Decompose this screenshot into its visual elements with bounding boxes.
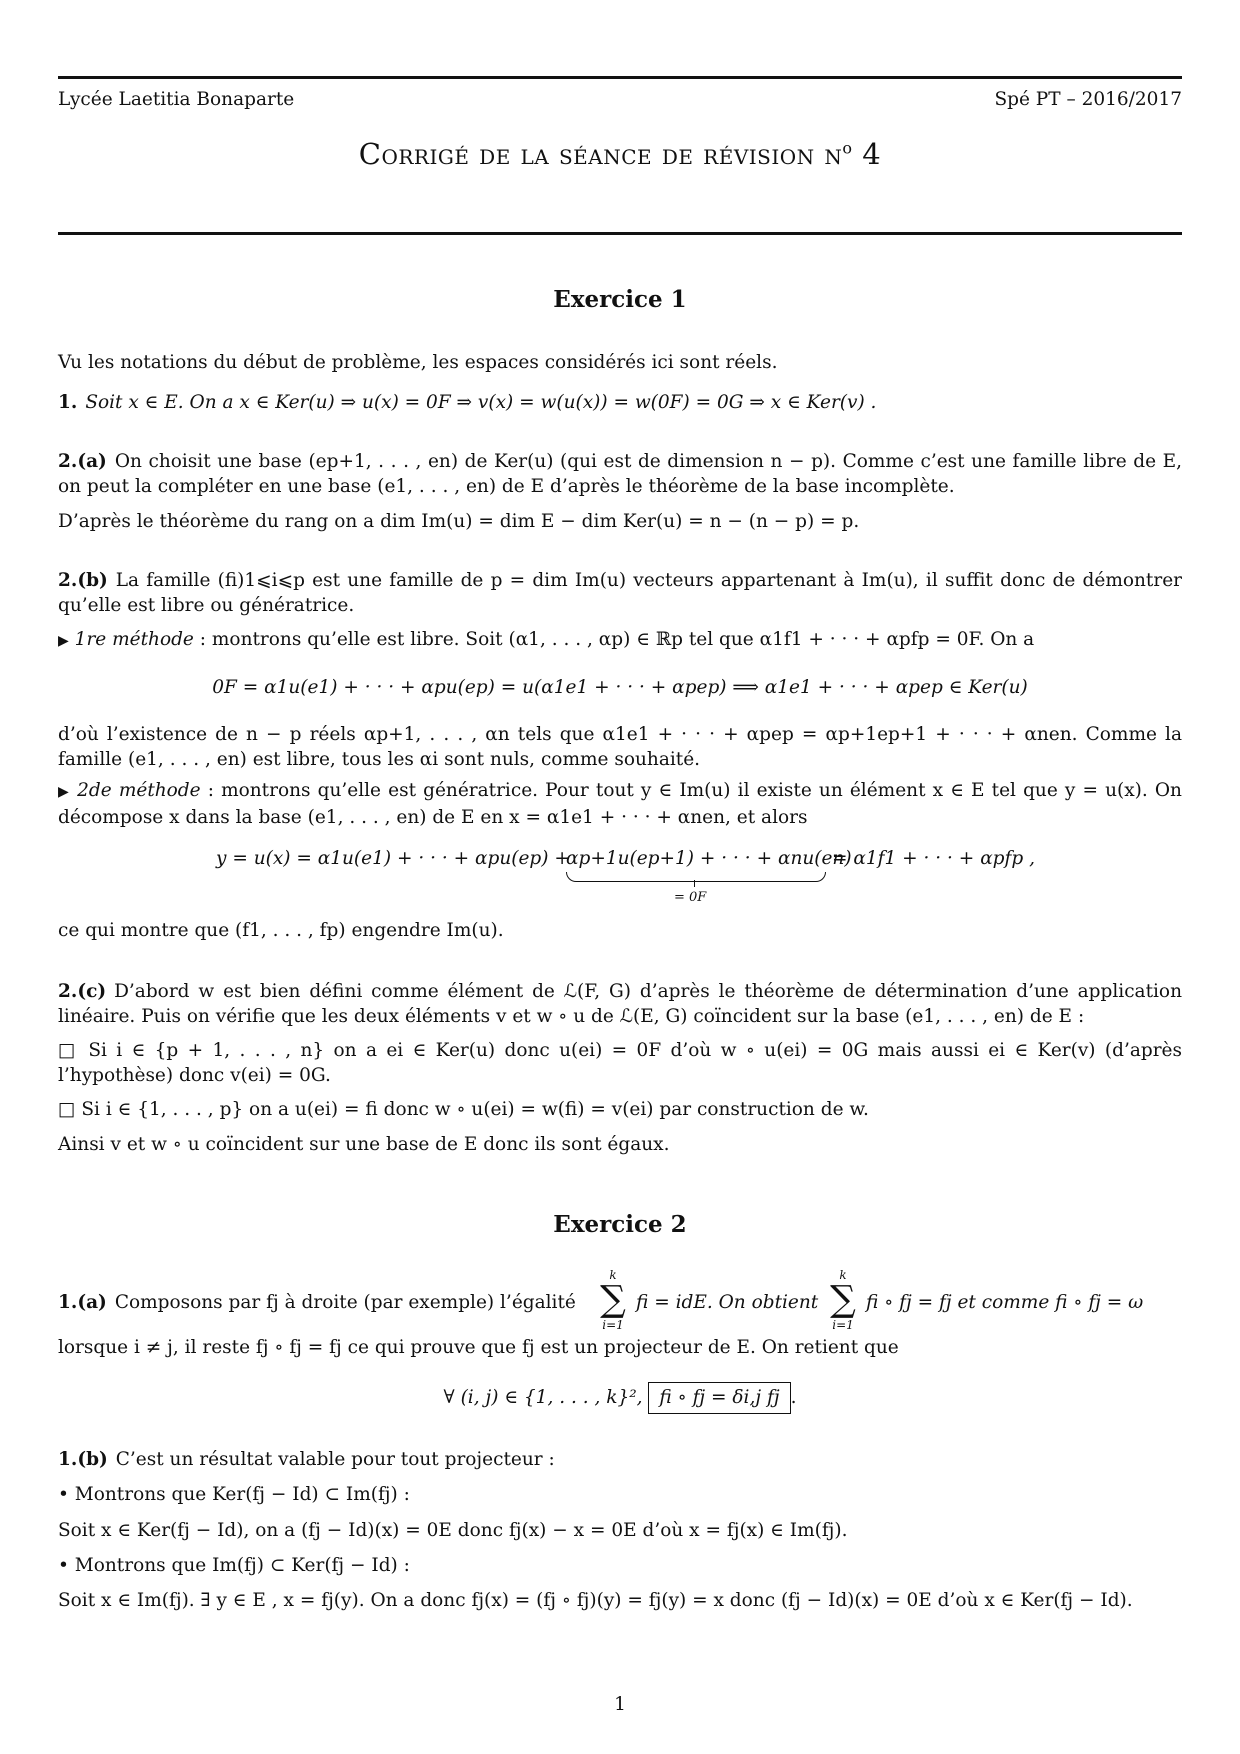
sum-1-top: k [609,1268,617,1282]
ex1-q2a-rank: D’après le théorème du rang on a dim Im(u) = dim E − dim Ker(u) = n − (n − p) = p. [58,511,860,532]
square-bullet-icon: □ [58,1040,79,1061]
exercise-1-heading: Exercice 1 [553,286,687,313]
ex1-q2a [58,449,1182,499]
q2b-label: 2.(b) [58,570,108,591]
sum-2-bottom: i=1 [832,1318,854,1332]
title-text: Corrigé de la séance de révision n [358,137,843,171]
underbrace [566,872,826,882]
q2c-text: D’abord w est bien défini comme élément de ℒ(F, G) d’après le théorème de détermination d’une application linéaire. Puis on vérifie que les deux éléments v et w ∘ u de ℒ(E, G) coïncident sur la base (e1, . . . , en) de E : [58,981,1182,1027]
boxed-result: fi ∘ fj = δi,j fj [648,1382,790,1414]
q2c-label: 2.(c) [58,981,107,1002]
ex1-q2b [58,568,1182,618]
school-name: Lycée Laetitia Bonaparte [58,89,295,110]
ex2-bullet-1-proof: Soit x ∈ Ker(fj − Id), on a (fj − Id)(x) = 0E donc fj(x) − x = 0E d’où x = fj(x) ∈ Im(fj). [58,1520,848,1541]
ex1-q2c [58,979,1182,1029]
class-year: Spé PT – 2016/2017 [994,89,1182,110]
ex2-bullet-1: • Montrons que Ker(fj − Id) ⊂ Im(fj) : [58,1484,410,1505]
underbrace-tick [694,880,695,887]
title-number: 4 [862,137,882,171]
ex1-q1 [58,390,1182,415]
underbrace-label: = 0F [674,890,707,905]
page-number: 1 [614,1694,626,1715]
ex1-q2c-case-2 [58,1097,1182,1122]
method-2-name: 2de méthode [77,780,201,801]
method-2-eq-brace-content: αp+1u(ep+1) + · · · + αnu(en) [566,848,852,869]
method-1-text: : montrons qu’elle est libre. Soit (α1, . . . , αp) ∈ ℝp tel que α1f1 + · · · + αpfp = 0F. On a [199,629,1035,650]
ex1-method-1-after: d’où l’existence de n − p réels αp+1, . . . , αn tels que α1e1 + · · · + αpep = αp+1ep+1 + · · · + αnen. Comme la famille (e1, . . . , en) est libre, tous les αi sont nuls, comme souhaité. [58,724,1182,770]
ex2-bullet-2: • Montrons que Im(fj) ⊂ Ker(fj − Id) : [58,1555,410,1576]
q1-text: Soit x ∈ E. On a x ∈ Ker(u) ⇒ u(x) = 0F ⇒ v(x) = w(u(x)) = w(0F) = 0G ⇒ x ∈ Ker(v) . [85,392,877,413]
ex2-q1a-equation [0,1382,1240,1414]
q2a-label: 2.(a) [58,451,107,472]
sum-1 [596,1268,630,1332]
ex1-q2c-case-1 [58,1038,1182,1088]
triangle-bullet-icon: ▶ [58,633,69,649]
ex1-method-2-after: ce qui montre que (f1, . . . , fp) engendre Im(u). [58,920,504,941]
equation-left: ∀ (i, j) ∈ {1, . . . , k}², [443,1387,649,1408]
q1a-label: 1.(a) [58,1292,107,1313]
q1-label: 1. [58,392,78,413]
exercise-2-heading: Exercice 2 [553,1211,687,1238]
q2b-text: La famille (fi)1⩽i⩽p est une famille de p = dim Im(u) vecteurs appartenant à Im(u), il suffit donc de démontrer qu’elle est libre ou génératrice. [58,570,1182,616]
ex1-method-1 [58,627,1182,654]
q1a-text-1: Composons par fj à droite (par exemple) l’égalité [114,1292,576,1313]
method-2-eq-left: y = u(x) = α1u(e1) + · · · + αpu(ep) + [216,848,570,869]
method-2-eq-right: = α1f1 + · · · + αpfp , [832,848,1035,869]
ex1-method-2 [58,778,1182,830]
sum-icon: ∑ [600,1279,626,1320]
method-1-name: 1re méthode [74,629,194,650]
q1a-text-2: fi = idE. On obtient [636,1292,819,1313]
case-1-text: Si i ∈ {p + 1, . . . , n} on a ei ∈ Ker(u) donc u(ei) = 0F d’où w ∘ u(ei) = 0G mais aussi ei ∈ Ker(v) (d’après l’hypothèse) donc v(ei) = 0G. [58,1040,1182,1086]
page-title [0,137,1240,171]
ex2-q1a-line2: lorsque i ≠ j, il reste fj ∘ fj = fj ce qui prouve que fj est un projecteur de E. On retient que [58,1337,899,1358]
q1b-text: C’est un résultat valable pour tout projecteur : [115,1449,555,1470]
top-rule [58,76,1182,79]
sum-1-bottom: i=1 [602,1318,624,1332]
q1a-text-3: fi ∘ fj = fj et comme fi ∘ fj = ω [866,1292,1144,1313]
sum-2 [826,1268,860,1332]
ex2-bullet-2-proof: Soit x ∈ Im(fj). ∃ y ∈ E , x = fj(y). On a donc fj(x) = (fj ∘ fj)(y) = fj(y) = x donc (fj − Id)(x) = 0E d’où x ∈ Ker(fj − Id). [58,1590,1133,1611]
method-1-equation: 0F = α1u(e1) + · · · + αpu(ep) = u(α1e1 + · · · + αpep) ⟹ α1e1 + · · · + αpep ∈ Ker(u) [212,677,1028,698]
sum-2-top: k [839,1268,847,1282]
title-sup: o [842,138,853,158]
equation-end: . [790,1387,797,1408]
triangle-bullet-icon: ▶ [58,784,71,800]
q2a-text: On choisit une base (ep+1, . . . , en) de Ker(u) (qui est de dimension n − p). Comme c’est une famille libre de E, on peut la compléter en une base (e1, . . . , en) de E d’après le théorème de la base incomplète. [58,451,1182,497]
sum-icon: ∑ [830,1279,856,1320]
square-bullet-icon: □ [58,1099,76,1120]
ex1-conclusion: Ainsi v et w ∘ u coïncident sur une base de E donc ils sont égaux. [58,1134,670,1155]
title-rule [58,232,1182,235]
q1b-label: 1.(b) [58,1449,108,1470]
ex2-q1b [58,1447,1182,1472]
ex1-intro: Vu les notations du début de problème, les espaces considérés ici sont réels. [58,352,778,373]
method-2-text: : montrons qu’elle est génératrice. Pour tout y ∈ Im(u) il existe un élément x ∈ E tel que y = u(x). On décompose x dans la base (e1, . . . , en) de E en x = α1e1 + · · · + αnen, et alors [58,780,1182,828]
case-2-text: Si i ∈ {1, . . . , p} on a u(ei) = fi donc w ∘ u(ei) = w(fi) = v(ei) par construction de w. [81,1099,869,1120]
ex2-q1a-line1 [58,1290,576,1315]
